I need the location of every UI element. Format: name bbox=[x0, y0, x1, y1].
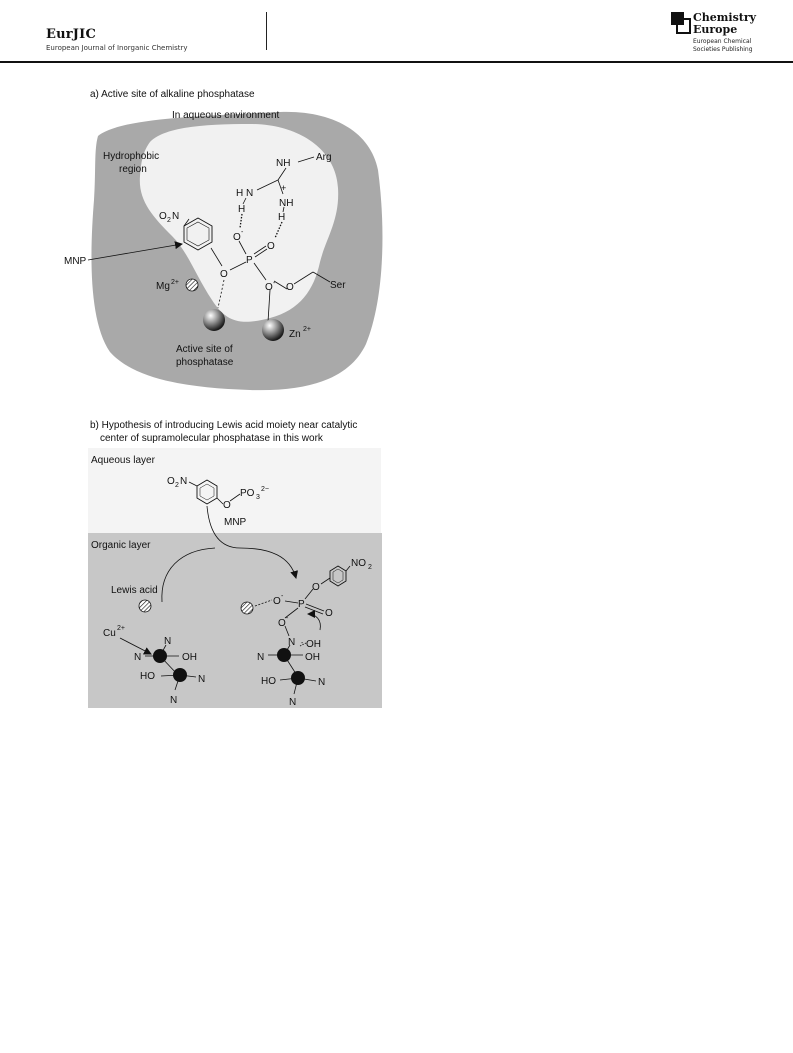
ligand-b-n: N bbox=[289, 697, 297, 708]
lewis-acid-hatch-icon bbox=[139, 600, 151, 612]
mnp-label-b: MNP bbox=[224, 517, 247, 528]
journal-subtitle: European Journal of Inorganic Chemistry bbox=[46, 44, 188, 52]
guanidine-h-3: H bbox=[278, 212, 286, 223]
po3-sub: 3 bbox=[256, 494, 260, 501]
mnp-b-ester-o: O bbox=[223, 500, 231, 511]
cu-charge: 2+ bbox=[117, 625, 125, 632]
mnp-label-a: MNP bbox=[64, 256, 87, 267]
phosphate-o-double-b: O bbox=[325, 608, 333, 619]
ligand-b-n: N bbox=[288, 637, 296, 648]
nitro-o: O bbox=[159, 211, 167, 222]
active-site-label-1: Active site of bbox=[176, 344, 233, 355]
zn-charge: 2+ bbox=[303, 326, 311, 333]
panel-b-title-1: b) Hypothesis of introducing Lewis acid moiety near catalytic bbox=[90, 420, 358, 431]
cu-center-b-icon bbox=[291, 671, 305, 685]
bridging-o-minus-charge: - bbox=[286, 615, 289, 622]
ester-o-b: O bbox=[312, 582, 320, 593]
metal-sphere-icon bbox=[203, 309, 225, 331]
panel-b bbox=[88, 420, 382, 708]
guanidine-n: N bbox=[246, 188, 254, 199]
panel-a-title: a) Active site of alkaline phosphatase bbox=[90, 89, 255, 100]
phosphate-o-minus: O bbox=[233, 232, 241, 243]
ligand-n: N bbox=[134, 652, 142, 663]
aqueous-layer-label: Aqueous layer bbox=[91, 455, 155, 466]
phosphorus-b: P bbox=[298, 599, 305, 610]
journal-title: EurJIC bbox=[46, 27, 96, 42]
phosphorus-a: P bbox=[246, 255, 253, 266]
hydrophobic-label-1: Hydrophobic bbox=[103, 151, 160, 162]
lewis-acid-label: Lewis acid bbox=[111, 585, 158, 596]
ligand-b-n: N bbox=[318, 677, 326, 688]
arg-nh: NH bbox=[276, 158, 291, 169]
mnp-b-n: N bbox=[180, 476, 188, 487]
zn-label: Zn bbox=[289, 329, 301, 340]
phosphate-o-zn-charge: - bbox=[273, 280, 276, 287]
mnp-b-sub: 2 bbox=[175, 482, 179, 489]
ligand-b-oh: OH bbox=[306, 639, 321, 650]
guanidine-nh: NH bbox=[279, 198, 294, 209]
panel-b-title-2: center of supramolecular phosphatase in this work bbox=[100, 433, 323, 444]
product-no2: NO bbox=[351, 558, 366, 569]
ligand-oh: OH bbox=[182, 652, 197, 663]
serine-o: O bbox=[286, 282, 294, 293]
cu-center-icon bbox=[173, 668, 187, 682]
ligand-n: N bbox=[164, 636, 172, 647]
zn-sphere-icon bbox=[262, 319, 284, 341]
guanidine-plus: + bbox=[281, 183, 287, 193]
ligand-ho: HO bbox=[140, 671, 155, 682]
active-site-label-2: phosphatase bbox=[176, 357, 234, 368]
bound-lewis-acid-hatch-icon bbox=[241, 602, 253, 614]
guanidine-h: H bbox=[236, 188, 244, 199]
mnp-b-o: O bbox=[167, 476, 175, 487]
arg-label: Arg bbox=[316, 152, 332, 163]
cu-center-icon bbox=[153, 649, 167, 663]
cu-label: Cu bbox=[103, 628, 116, 639]
phosphate-o-double: O bbox=[267, 241, 275, 252]
ligand-b-oh-charge: - bbox=[301, 640, 304, 647]
ester-o: O bbox=[220, 269, 228, 280]
nitro-sub: 2 bbox=[167, 217, 171, 224]
ligand-n: N bbox=[170, 695, 178, 706]
organic-layer-label: Organic layer bbox=[91, 540, 151, 551]
po3-charge: 2− bbox=[261, 486, 269, 493]
environment-label: In aqueous environment bbox=[172, 110, 280, 121]
hydrophobic-label-2: region bbox=[119, 164, 147, 175]
cu-center-b-icon bbox=[277, 648, 291, 662]
mg-charge: 2+ bbox=[171, 279, 179, 286]
publisher-name: Chemistry Europe bbox=[693, 11, 757, 36]
organic-layer bbox=[88, 533, 382, 708]
mg-hatch-icon bbox=[186, 279, 198, 291]
publisher-subtitle: European Chemical Societies Publishing bbox=[693, 38, 753, 53]
po3-label: PO bbox=[240, 488, 255, 499]
phosphate-o-minus-charge: - bbox=[241, 229, 244, 236]
panel-a bbox=[64, 89, 382, 390]
guanidine-h-2: H bbox=[238, 204, 246, 215]
bound-o-minus-charge: - bbox=[281, 593, 284, 600]
bridging-o-minus: O bbox=[278, 618, 286, 629]
nitro-n: N bbox=[172, 211, 180, 222]
ligand-b-n: N bbox=[257, 652, 265, 663]
phosphate-o-zn: O bbox=[265, 282, 273, 293]
ligand-b-ho: HO bbox=[261, 676, 276, 687]
product-no2-sub: 2 bbox=[368, 564, 372, 571]
bound-o-minus: O bbox=[273, 596, 281, 607]
ser-label: Ser bbox=[330, 280, 346, 291]
ligand-b-oh: OH bbox=[305, 652, 320, 663]
mg-label: Mg bbox=[156, 281, 170, 292]
ligand-n: N bbox=[198, 674, 206, 685]
